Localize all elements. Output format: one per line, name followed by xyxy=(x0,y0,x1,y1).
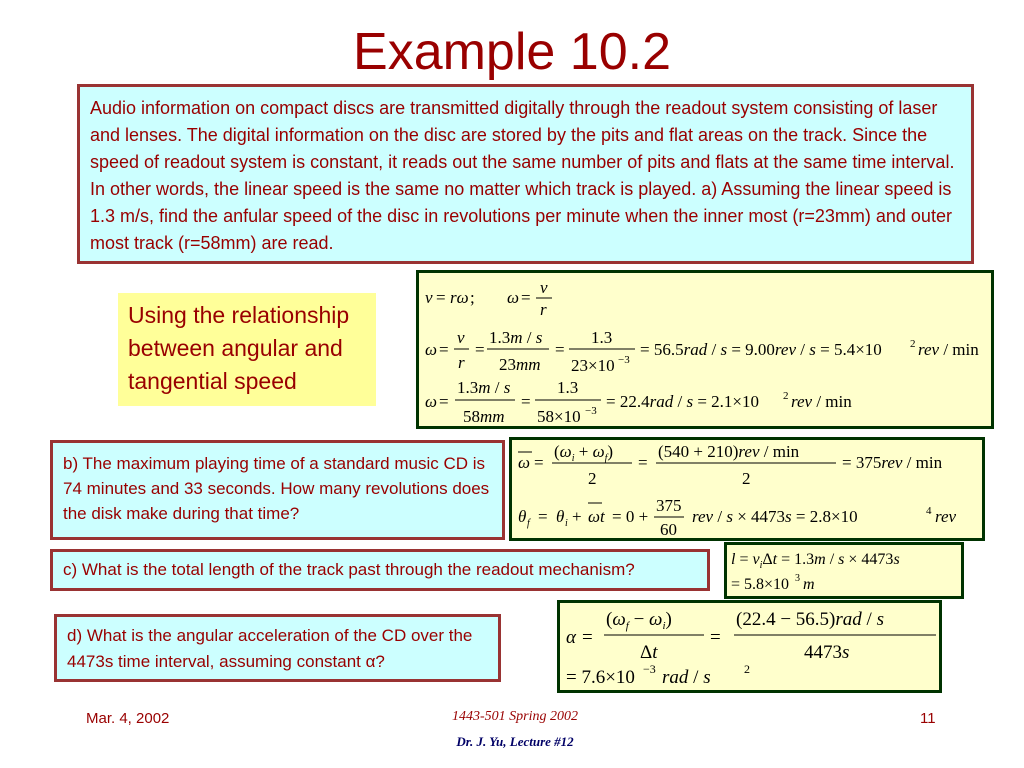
svg-text:v: v xyxy=(425,288,433,307)
svg-text:2: 2 xyxy=(744,662,750,676)
svg-text:ω: ω xyxy=(518,453,531,472)
equation-box-angular-speed xyxy=(416,270,994,429)
svg-text:375: 375 xyxy=(656,496,682,515)
svg-text:v: v xyxy=(457,328,465,347)
svg-text:=: = xyxy=(582,627,593,648)
svg-text:rad / s: rad / s xyxy=(662,667,711,688)
svg-text:=: = xyxy=(521,288,531,307)
svg-text:ω: ω xyxy=(425,340,438,359)
problem-a-box xyxy=(77,84,974,264)
svg-text:= 56.5rad / s = 9.00rev / s =: = 56.5rad / s = 9.00rev / s = 5.4×10 xyxy=(640,340,882,359)
svg-text:1.3m / s: 1.3m / s xyxy=(489,328,543,347)
svg-text:23mm: 23mm xyxy=(499,355,541,374)
problem-a-text: Audio information on compact discs are transmitted digitally through the readout system consisting of laser and lenses. The digital information on the disc are stored by the pits and flat areas on the track. Since the speed of readout system is constant, it reads out the same number of pits and flats at the same time interval. In other words, the linear speed is the same no matter which track is played. a) Assuming the linear speed is 1.3 m/s, find the anfular speed of the disc in revolutions per minute when the inner most (r=23mm) and outer most track (r=58mm) are read. xyxy=(90,98,955,253)
angular-speed-equations xyxy=(419,273,991,426)
svg-text:+: + xyxy=(572,507,582,526)
problem-c-text: c) What is the total length of the track past through the readout mechanism? xyxy=(63,560,635,579)
svg-text:r: r xyxy=(540,300,547,319)
svg-text:(ωi + ωf): $(\omega_i + \omega_f)$ xyxy=(554,442,614,464)
svg-text:4473s: 4473s xyxy=(804,642,850,663)
svg-text:rω: rω xyxy=(450,288,469,307)
svg-text:ωt: ωt xyxy=(588,507,605,526)
footer-date: Mar. 4, 2002 xyxy=(86,710,170,727)
svg-text:i: i xyxy=(565,518,568,529)
svg-text:=: = xyxy=(534,453,544,472)
footer-lecture: Dr. J. Yu, Lecture #12 xyxy=(456,734,574,749)
track-length-equations xyxy=(727,545,961,596)
svg-text:rev / min: rev / min xyxy=(791,392,852,411)
svg-text:rev / s × 4473s = 2.8×10: rev / s × 4473s = 2.8×10 xyxy=(692,507,858,526)
svg-text:θ: θ xyxy=(556,507,565,526)
svg-text:1.3: 1.3 xyxy=(557,378,579,397)
svg-text:=: = xyxy=(638,453,648,472)
svg-text:58×10: 58×10 xyxy=(537,407,581,426)
svg-text:23×10: 23×10 xyxy=(571,356,615,375)
relationship-note-text: Using the relationship between angular and tangential speed xyxy=(128,302,350,394)
svg-text:=: = xyxy=(436,288,446,307)
problem-c-box xyxy=(50,549,710,591)
problem-b-box xyxy=(50,440,505,540)
svg-text:2: 2 xyxy=(742,469,751,488)
equation-box-angular-acceleration xyxy=(557,600,942,693)
svg-text:4: 4 xyxy=(926,505,932,517)
svg-text:=: = xyxy=(439,340,449,359)
svg-text:= 7.6×10: = 7.6×10 xyxy=(566,667,635,688)
problem-b-text: b) The maximum playing time of a standard music CD is 74 minutes and 33 seconds. How many revolutions does the disk make during that time? xyxy=(63,454,490,523)
relationship-note-box xyxy=(118,293,376,406)
svg-text:1.3: 1.3 xyxy=(591,328,613,347)
svg-text:1.3m / s: 1.3m / s xyxy=(457,378,511,397)
svg-text:m: m xyxy=(803,576,815,593)
svg-text:−3: −3 xyxy=(643,662,656,676)
svg-text:Δt: Δt xyxy=(640,642,658,663)
svg-text:=: = xyxy=(521,392,531,411)
equation-box-track-length xyxy=(724,542,964,599)
page-title: Example 10.2 xyxy=(353,23,671,81)
svg-text:2: 2 xyxy=(910,338,916,350)
svg-text:60: 60 xyxy=(660,520,677,538)
svg-text:2: 2 xyxy=(783,390,789,402)
revolution-equations xyxy=(512,440,982,538)
svg-text:3: 3 xyxy=(795,573,800,584)
svg-text:rev: rev xyxy=(935,507,957,526)
svg-text:−3: −3 xyxy=(618,354,630,366)
svg-text:α: α xyxy=(566,627,576,648)
svg-text:= 22.4rad / s = 2.1×10: = 22.4rad / s = 2.1×10 xyxy=(606,392,760,411)
svg-text:l = viΔt = 1.3m / s × 4473s: $l = v_i\Delta t = 1.3m / s \times 4473s$ xyxy=(731,551,900,571)
svg-text:v: v xyxy=(540,278,548,297)
angular-acceleration-equations xyxy=(560,603,939,690)
page-number: 11 xyxy=(920,710,936,727)
svg-text:θ: θ xyxy=(518,507,527,526)
svg-text:−3: −3 xyxy=(585,405,597,417)
svg-text:rev / min: rev / min xyxy=(918,340,979,359)
svg-text:=: = xyxy=(710,627,721,648)
problem-d-text: d) What is the angular acceleration of the CD over the 4473s time interval, assuming constant α? xyxy=(67,626,473,671)
problem-d-box xyxy=(54,614,501,682)
svg-text:ω: ω xyxy=(425,392,438,411)
svg-text:=: = xyxy=(555,340,565,359)
svg-text:f: f xyxy=(527,518,530,529)
svg-text:(22.4 − 56.5)rad / s: (22.4 − 56.5)rad / s xyxy=(736,609,884,630)
svg-text:= 5.8×10: = 5.8×10 xyxy=(731,576,790,593)
svg-text:(ωf − ωi): $(\omega_f - \omega_i)$ xyxy=(606,609,672,632)
svg-text:= 0 +: = 0 + xyxy=(612,507,649,526)
svg-text:2: 2 xyxy=(588,469,597,488)
svg-text:;: ; xyxy=(470,288,475,307)
svg-text:= 375rev / min: = 375rev / min xyxy=(842,453,943,472)
svg-text:(540 + 210)rev / min: (540 + 210)rev / min xyxy=(658,442,800,461)
svg-text:=: = xyxy=(538,507,548,526)
svg-text:58mm: 58mm xyxy=(463,407,505,426)
footer-course: 1443-501 Spring 2002 xyxy=(452,709,578,724)
svg-text:=: = xyxy=(439,392,449,411)
svg-text:ω: ω xyxy=(507,288,520,307)
svg-text:=: = xyxy=(475,340,485,359)
equation-box-revolutions xyxy=(509,437,985,541)
svg-text:r: r xyxy=(458,353,465,372)
